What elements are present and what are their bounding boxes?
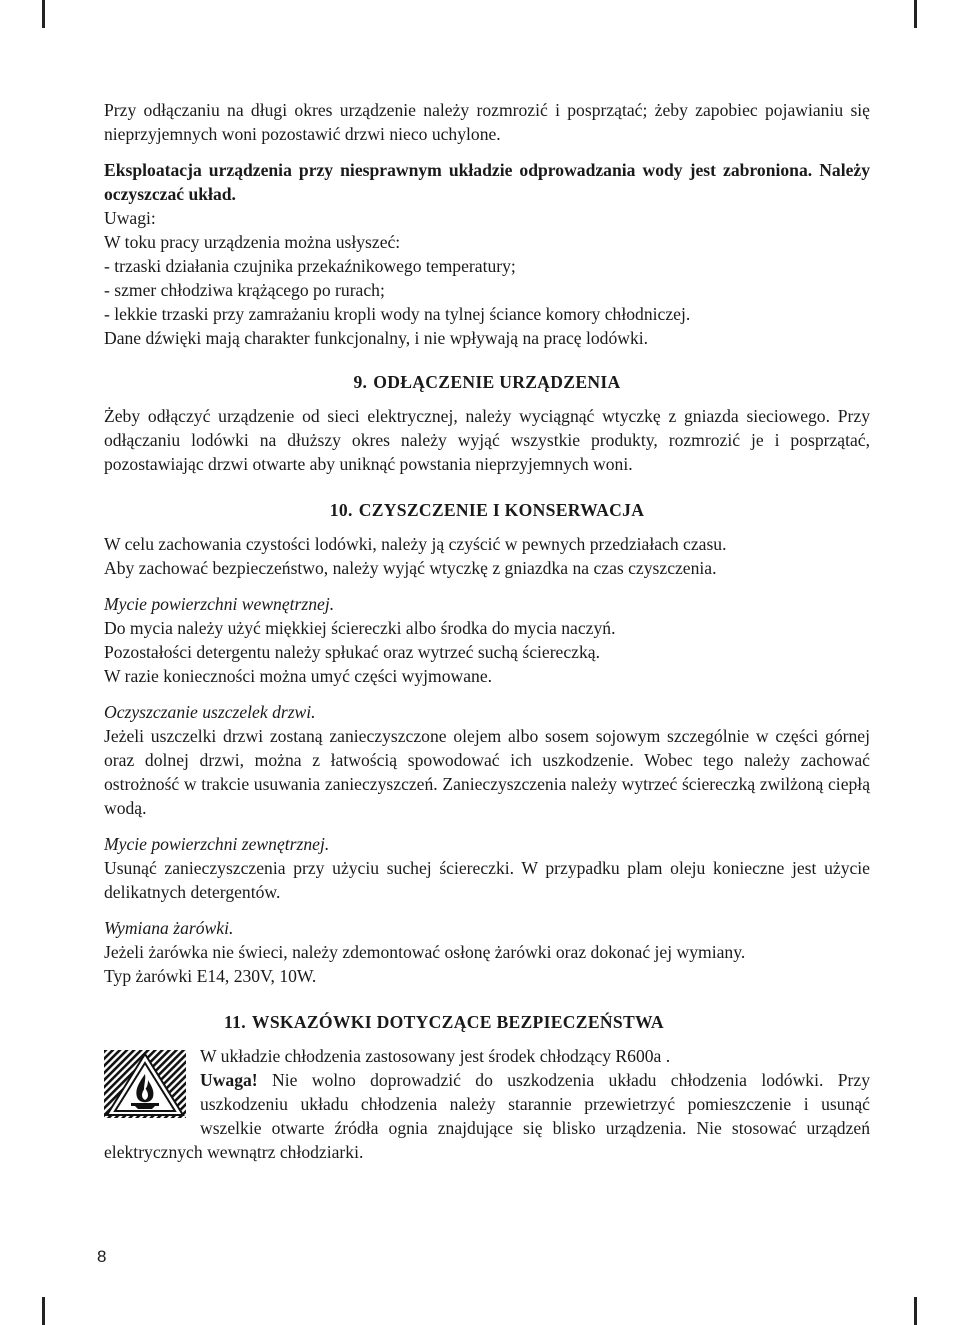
warning-body: Nie wolno doprowadzić do uszkodzenia układu chłodzenia lodówki. Przy uszkodzeniu układu chłodzenia należy starannie przewietrzyć pomieszczenie i usunąć wszelkie otwarte źródła ognia znajdujące się blisko urządzenia. Nie stosować urządzeń elektrycznych wewnątrz chłodziarki.: [104, 1070, 870, 1162]
section-9-body: Żeby odłączyć urządzenie od sieci elektrycznej, należy wyciągnąć wtyczkę z gniazda sieciowego. Przy odłączaniu lodówki na dłuższy okres należy wyjąć wszystkie produkty, rozmrozić je i posprzątać, pozostawiając drzwi otwarte aby uniknąć powstania nieprzyjemnych woni.: [104, 406, 870, 474]
intro-paragraph-1: Przy odłączaniu na długi okres urządzenie należy rozmrozić i posprzątać; żeby zapobiec pojawianiu się nieprzyjemnych woni pozostawić drzwi nieco uchylone.: [104, 100, 870, 144]
outer-cleaning-title: Mycie powierzchni zewnętrznej.: [104, 834, 330, 854]
section-11-title: WSKAZÓWKI DOTYCZĄCE BEZPIECZEŃSTWA: [251, 1012, 664, 1032]
crop-mark-bottom-right: [914, 1297, 917, 1325]
section-10-heading: [104, 498, 870, 522]
notes-line-4: - lekkie trzaski przy zamrażaniu kropli wody na tylnej ściance komory chłodniczej.: [104, 304, 691, 324]
inner-cleaning-title: Mycie powierzchni wewnętrznej.: [104, 594, 335, 614]
section-9-title: ODŁĄCZENIE URZĄDZENIA: [373, 372, 621, 392]
seals-cleaning-body: Jeżeli uszczelki drzwi zostaną zanieczyszczone olejem albo sosem sojowym szczególnie w części górnej oraz dolnej drzwi, można z łatwością spowodować ich uszkodzenie. Wobec tego należy zachować ostrożność w trakcie usuwania zanieczyszczeń. Zanieczyszczenia należy wytrzeć ściereczką zwilżoną ciepłą wodą.: [104, 726, 870, 818]
section-9-number: 9.: [353, 372, 368, 392]
section-10-title: CZYSZCZENIE I KONSERWACJA: [358, 500, 645, 520]
section-10-intro-line-1: W celu zachowania czystości lodówki, należy ją czyścić w pewnych przedziałach czasu.: [104, 534, 727, 554]
section-11-heading: [224, 1010, 870, 1034]
refrigerant-line: W układzie chłodzenia zastosowany jest środek chłodzący R600a .: [200, 1046, 671, 1066]
notes-line-2: - trzaski działania czujnika przekaźnikowego temperatury;: [104, 256, 516, 276]
notes-line-1: W toku pracy urządzenia można usłyszeć:: [104, 232, 401, 252]
section-10-number: 10.: [329, 500, 353, 520]
section-9-heading: [104, 370, 870, 394]
section-10-intro-line-2: Aby zachować bezpieczeństwo, należy wyjąć wtyczkę z gniazdka na czas czyszczenia.: [104, 558, 717, 578]
manual-page: [104, 98, 870, 1164]
intro-paragraph-2: Eksploatacja urządzenia przy niesprawnym układzie odprowadzania wody jest zabroniona. Należy oczyszczać układ.: [104, 160, 870, 204]
bulb-replacement-line-1: Jeżeli żarówka nie świeci, należy zdemontować osłonę żarówki oraz dokonać jej wymiany.: [104, 942, 746, 962]
notes-line-3: - szmer chłodziwa krążącego po rurach;: [104, 280, 385, 300]
crop-mark-top-right: [914, 0, 917, 28]
notes-line-5: Dane dźwięki mają charakter funkcjonalny, i nie wpływają na pracę lodówki.: [104, 328, 649, 348]
inner-cleaning-line-2: Pozostałości detergentu należy spłukać oraz wytrzeć suchą ściereczką.: [104, 642, 600, 662]
warning-paragraph: [104, 1068, 870, 1164]
section-11-number: 11.: [224, 1012, 246, 1032]
inner-cleaning-line-1: Do mycia należy użyć miękkiej ściereczki albo środka do mycia naczyń.: [104, 618, 616, 638]
safety-block: [104, 1044, 870, 1164]
inner-cleaning-line-3: W razie konieczności można umyć części wyjmowane.: [104, 666, 493, 686]
bulb-replacement-title: Wymiana żarówki.: [104, 918, 234, 938]
flammable-warning-icon: [104, 1050, 186, 1118]
crop-mark-bottom-left: [42, 1297, 45, 1325]
notes-title: Uwagi:: [104, 208, 156, 228]
page-number: 8: [97, 1247, 107, 1266]
bulb-replacement-line-2: Typ żarówki E14, 230V, 10W.: [104, 966, 317, 986]
warning-label: Uwaga!: [200, 1070, 258, 1090]
crop-mark-top-left: [42, 0, 45, 28]
outer-cleaning-body: Usunąć zanieczyszczenia przy użyciu suchej ściereczki. W przypadku plam oleju konieczne jest użycie delikatnych detergentów.: [104, 858, 870, 902]
seals-cleaning-title: Oczyszczanie uszczelek drzwi.: [104, 702, 316, 722]
